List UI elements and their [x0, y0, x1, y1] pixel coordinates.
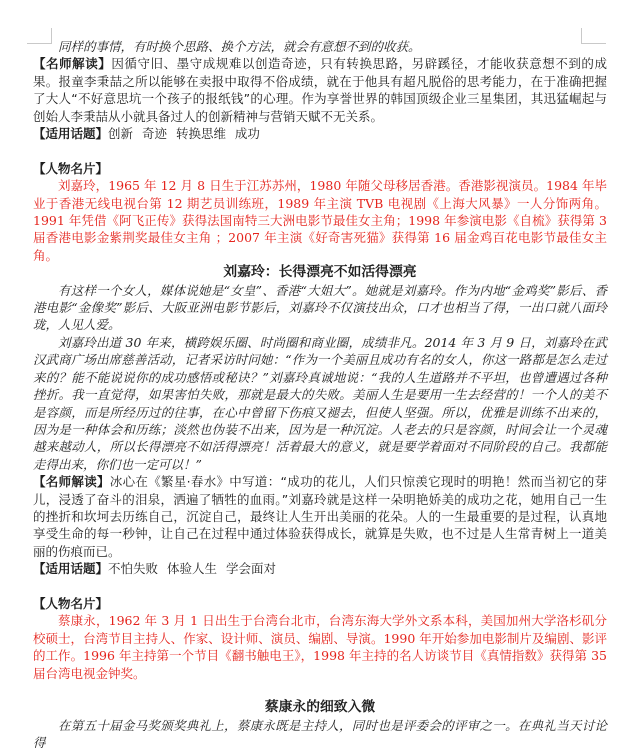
profile-1-label: 【人物名片】: [33, 160, 109, 176]
teacher-analysis-2-label: 【名师解读】: [33, 474, 110, 490]
article-1-title: 刘嘉玲：长得漂亮不如活得漂亮: [223, 264, 417, 281]
teacher-analysis-1-text: 因循守旧、墨守成规难以创造奇迹，只有转换思路，另辟蹊径，才能收获意想不到的成果。报童李秉喆之所以能够在卖报中取得不俗成绩，就在于他具有超凡脱俗的思考能力，在于准确把握了大人“不好意思坑一个孩子的报纸钱”的心理。作为享誉世界的韩国顶级企业三星集团，其迅猛崛起与创始人李秉喆从小就具备过人的创新精神与营销天赋不无关系。: [33, 56, 607, 124]
applicable-topics-2-label: 【适用话题】: [33, 561, 109, 577]
article-2-paragraph-1: 在第五十届金马奖颁奖典礼上，蔡康永既是主持人，同时也是评委会的评审之一。在典礼当天讨论得: [33, 717, 607, 751]
teacher-analysis-2: [33, 473, 607, 560]
teacher-analysis-1-label: 【名师解读】: [33, 56, 112, 72]
teacher-analysis-1: [33, 55, 607, 125]
applicable-topics-1: [33, 125, 607, 142]
article-1-paragraph-2: 刘嘉玲出道 30 年来，横跨娱乐圈、时尚圈和商业圈，成绩非凡。2014 年 3 月 9 日，刘嘉玲在武汉武商广场出席慈善活动，记者采访时问她：“作为一个美丽且成功有名的女人，你这一路都是怎么走过来的？能不能说说你的成功感悟或秘诀？”刘嘉玲真诚地说：“我的人生道路并不平坦，也曾遭遇过各种挫折。我一直觉得，如果害怕失败，那就是最大的失败。美丽人生是要用一生去经营的！一个人的美不是容颜，而是所经历过的往事，在心中曾留下伤痕又褪去，但使人坚强。所以，优雅是训练不出来的，因为是一种体会和历练；淡然也伪装不出来，因为是一种沉淀。人老去的只是容颜，时间会让一个灵魂越来越动人，所以长得漂亮不如活得漂亮！活着最大的意义，就是要学着面对不同阶段的自己。我都能走得出来，你们也一定可以！”: [33, 334, 607, 472]
teacher-analysis-2-text: 冰心在《繁星·春水》中写道：“成功的花儿，人们只惊羡它现时的明艳！然而当初它的芽儿，浸透了奋斗的泪泉，洒遍了牺牲的血雨。”刘嘉玲就是这样一朵明艳娇美的成功之花，她用自己一生的挫折和坎坷去历练自己，沉淀自己，最终让人生开出美丽的花朵。人的一生最重要的是过程，认真地享受生命的每一秒钟，让自己在过程中通过体验获得成长，就算是失败，也不过是人生常青树上一道美丽的伤痕而已。: [33, 474, 607, 559]
document-content: [33, 38, 607, 752]
article-2-title: 蔡康永的细致入微: [264, 699, 376, 716]
profile-1-text: 刘嘉玲，1965 年 12 月 8 日生于江苏苏州，1980 年随父母移居香港。香港影视演员。1984 年毕业于香港无线电视台第 12 期艺员训练班，1989 年主演 TVB 电视剧《上海大风暴》一人分饰两角。1991 年凭借《阿飞正传》获得法国南特三大洲电影节最佳女主角；1998 年参演电影《自梳》获得第 3 届香港电影金紫荆奖最佳女主角 ；2007 年主演《好奇害死猫》获得第 16 届金鸡百花电影节最佳女主角。: [33, 178, 607, 263]
article-1-paragraph-1: 有这样一个女人，媒体说她是“女皇”、香港“大姐大”。她就是刘嘉玲。作为内地“金鸡奖”影后、香港电影“金像奖”影后、大阪亚洲电影节影后，刘嘉玲不仅演技出众，口才也相当了得，一出口就八面玲珑，人见人爱。: [33, 282, 607, 333]
intro-paragraph: 同样的事情，有时换个思路、换个方法，就会有意想不到的收获。: [58, 39, 421, 54]
profile-2-text: 蔡康永，1962 年 3 月 1 日出生于台湾台北市，台湾东海大学外文系本科，美国加州大学洛杉矶分校硕士，台湾节目主持人、作家、设计师、演员、编剧、导演。1990 年开始参加电影制片及编剧、影评的工作。1996 年主持第一个节目《翻书触电王》，1998 年主持的名人访谈节目《真情指数》获得第 35 届台湾电视金钟奖。: [33, 613, 607, 681]
profile-2-label: 【人物名片】: [33, 595, 109, 611]
blank-line: [33, 142, 607, 159]
applicable-topics-2-text: 不怕失败 体验人生 学会面对: [108, 561, 276, 577]
applicable-topics-1-label: 【适用话题】: [33, 126, 109, 142]
applicable-topics-2: [33, 560, 607, 577]
applicable-topics-1-text: 创新 奇迹 转换思维 成功: [108, 126, 260, 142]
blank-line: [33, 578, 607, 595]
